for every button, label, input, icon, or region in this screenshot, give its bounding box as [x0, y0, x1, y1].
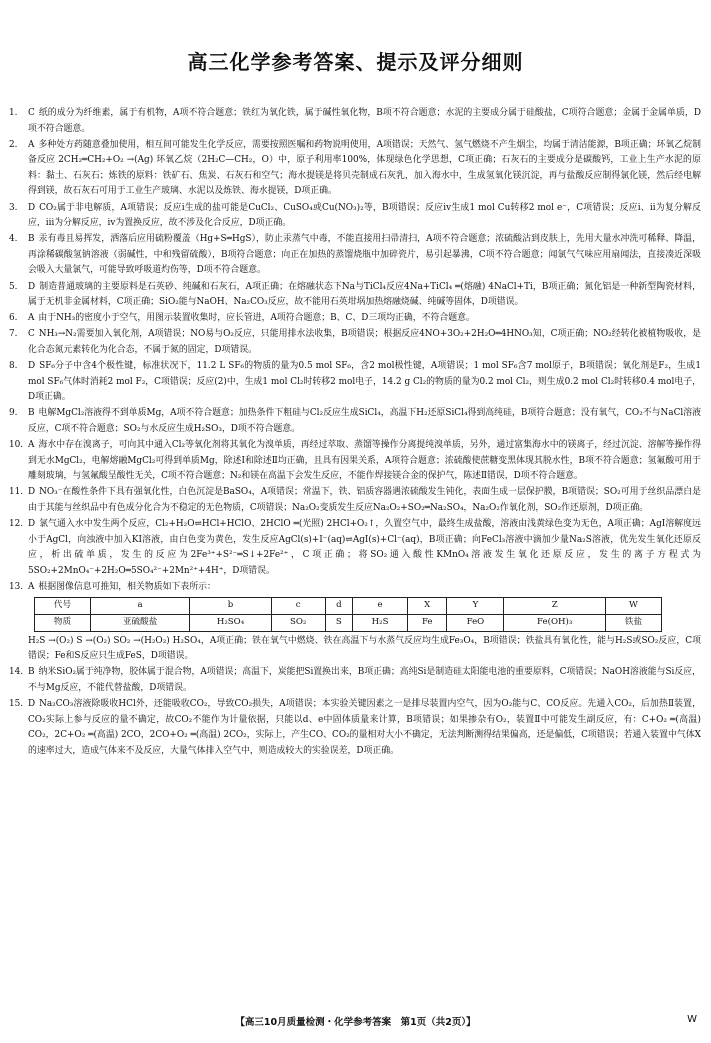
answer-list	[9, 106, 701, 760]
list-item	[9, 280, 701, 311]
table-cell: SO₂	[271, 615, 325, 632]
item-text: 制造普通玻璃的主要原料是石英砂、纯碱和石灰石，A项正确；在熔融状态下Na与TiCl₄反应4Na+TiCl₄ ═(熔融) 4NaCl+Ti，B项正确；氮化铝是一种新型陶瓷材料，属于无机非金属材料，C项正确；SiO₂能与NaOH、Na₂CO₃反应，故不能用石英坩埚加热熔融烧碱、纯碱等固体，D项错误。	[28, 281, 701, 308]
table-cell: b	[190, 598, 271, 615]
item-number: 2.	[9, 139, 18, 150]
item-number: 12.	[9, 518, 24, 529]
table-cell: W	[605, 598, 661, 615]
item-answer: C	[28, 108, 35, 118]
list-item	[9, 406, 701, 437]
table-cell: 铁盐	[605, 615, 661, 632]
item-answer: D	[28, 518, 36, 529]
list-item	[9, 697, 701, 759]
item-answer: B	[28, 408, 35, 419]
list-item	[9, 201, 701, 232]
table-cell: Fe(OH)₃	[504, 615, 606, 632]
list-item	[9, 311, 701, 327]
table-cell: Y	[447, 598, 504, 615]
item-answer: C	[28, 329, 35, 340]
list-item	[9, 580, 701, 665]
page-footer: 【高三10月质量检测・化学参考答案 第1页（共2页）】	[235, 1017, 476, 1028]
item-number: 8.	[9, 361, 18, 371]
item-text: 由于NH₃的密度小于空气，用图示装置收集时，应长管进，A项符合题意；B、C、D三项均正确，不符合题意。	[38, 313, 475, 324]
item-number: 4.	[9, 234, 18, 245]
item-number: 6.	[9, 313, 18, 324]
item-text: 氯气通入水中发生两个反应，Cl₂+H₂O⇌HCl+HClO、2HClO ═(光照) 2HCl+O₂↑，久置空气中，最终生成盐酸，溶液由浅黄绿色变为无色，A项正确；AgI溶解度远小于AgCl，向浊液中加入KI溶液，由白色变为黄色，发生反应AgCl(s)+I⁻(aq)⇌AgI(s)+Cl⁻(aq)，B项正确；向FeCl₃溶液中滴加少量Na₂S溶液，优先发生氧化还原反应，析出硫单质，发生的反应为2Fe³⁺+S²⁻═S↓+2Fe²⁺，C项正确；将SO₂通入酸性KMnO₄溶液发生氧化还原反应，发生的离子方程式为5SO₂+2MnO₄⁻+2H₂O═5SO₄²⁻+2Mn²⁺+4H⁺，D项错误。	[28, 518, 701, 576]
item-number: 5.	[9, 281, 18, 292]
table-cell: Fe	[408, 615, 447, 632]
item-text-after-table: H₂S →(O₂) S →(O₂) SO₂ →(H₂O₂) H₂SO₄，A项正确；铁在氧气中燃烧、铁在高温下与水蒸气反应均生成Fe₃O₄，B项错误；铁盐具有氧化性，能与H₂S或SO₂反应，C项错误；Fe和S反应只生成FeS，D项错误。	[28, 635, 701, 662]
item-answer: B	[28, 234, 35, 245]
table-cell: H₂SO₄	[190, 615, 271, 632]
list-item	[9, 327, 701, 358]
item-text: 汞有毒且易挥发，洒落后应用硫粉覆盖（Hg+S═HgS），防止汞蒸气中毒，不能直接用扫帚清扫，A项不符合题意；浓硫酸沾到皮肤上，先用大量水冲洗可稀释、降温，再涂稀碳酸氢钠溶液（弱碱性，中和残留硫酸），B项符合题意；向正在加热的蒸馏烧瓶中加碎瓷片，易引起暴沸，C项不符合题意；闻氯气气味应用扇闻法，直接凑近深吸会吸入大量氯气，可能导致呼吸道灼伤等，D项不符合题意。	[28, 234, 701, 276]
item-number: 9.	[9, 408, 18, 419]
list-item	[9, 359, 701, 406]
item-text: 多种处方药随意叠加使用，相互间可能发生化学反应，需要按照医嘱和药物说明使用，A项错误；天然气、氢气燃烧不产生烟尘，均属于清洁能源，B项正确；环氧乙烷制备反应 2CH₂═CH₂+O₂ →(Ag) 环氧乙烷（2H₂C—CH₂，O）中，原子利用率100%，体现绿色化学思想，C项正确；石灰石的主要成分是碳酸钙，工业上生产水泥的原料：黏土、石灰石；炼铁的原料：铁矿石、焦炭、石灰石和空气；海水提镁是将贝壳制成石灰乳，加入海水中，生成氢氧化镁沉淀，再与盐酸反应制得氯化镁，然后经电解得到镁，故石灰石可用于工业生产玻璃、水泥以及炼铁、海水提镁，D项正确。	[28, 139, 701, 197]
item-number: 3.	[9, 202, 18, 213]
item-number: 1.	[9, 108, 18, 118]
list-item	[9, 517, 701, 579]
item-number: 15.	[9, 698, 24, 709]
item-text: 根据图像信息可推知，相关物质如下表所示：	[38, 581, 216, 592]
item-text: NO₃⁻在酸性条件下具有强氧化性，白色沉淀是BaSO₄，A项错误；常温下，铁、铝质容器遇浓硫酸发生钝化，表面生成一层保护膜，B项错误；SO₂可用于丝织品漂白是由于其能与丝织品中有色成分化合为不稳定的无色物质，C项错误；Na₂O₂变质发生反应Na₂O₂+SO₂═Na₂SO₄，Na₂O₂作氧化剂，SO₂作还原剂，D项正确。	[28, 487, 701, 513]
table-row	[35, 598, 662, 615]
item-number: 14.	[9, 667, 24, 678]
item-number: 7.	[9, 329, 18, 340]
table-cell: Z	[504, 598, 606, 615]
table-cell: 亚硫酸盐	[90, 615, 189, 632]
item-answer: A	[28, 439, 35, 450]
substance-table	[34, 597, 662, 631]
item-answer: D	[28, 281, 36, 292]
table-cell: S	[325, 615, 352, 632]
list-item	[9, 232, 701, 279]
item-answer: A	[28, 313, 35, 324]
page-title: 高三化学参考答案、提示及评分细则	[187, 50, 524, 74]
item-text: CO₂属于非电解质，A项错误；反应ⅰ生成的盐可能是CuCl₂、CuSO₄或Cu(NO₃)₂等，B项错误；反应ⅳ生成1 mol Cu转移2 mol e⁻，C项错误；反应ⅰ、ⅱ为复分解反应，ⅲ为分解反应，ⅳ为置换反应，故不涉及化合反应，D项正确。	[28, 202, 701, 229]
item-number: 11.	[9, 487, 24, 498]
item-answer: D	[28, 361, 36, 371]
item-text: SF₆分子中含4个极性键，标准状况下，11.2 L SF₆的物质的量为0.5 mol SF₆，含2 mol极性键，A项错误；1 mol SF₆含7 mol原子，B项错误；氧化剂是F₂，生成1 mol SF₆气体时消耗2 mol F₂，C项错误；反应(2)中，生成1 mol Cl₂时转移2 mol电子，14.2 g Cl₂的物质的量为0.2 mol Cl₂，则生成0.2 mol Cl₂时转移0.4 mol电子，D项正确。	[28, 361, 701, 403]
item-text: 电解MgCl₂溶液得不到单质Mg，A项不符合题意；加热条件下粗硅与Cl₂反应生成SiCl₄，高温下H₂还原SiCl₄得到高纯硅，B项符合题意；没有氧气，CO₂不与NaCl溶液反应，C项不符合题意；SO₂与水反应生成H₂SO₃，D项不符合题意。	[28, 408, 701, 434]
table-cell: d	[325, 598, 352, 615]
list-item	[9, 106, 701, 137]
list-item	[9, 485, 701, 516]
list-item	[9, 438, 701, 485]
list-item	[9, 138, 701, 200]
item-answer: B	[28, 667, 35, 678]
table-cell: FeO	[447, 615, 504, 632]
table-cell: H₂S	[353, 615, 408, 632]
item-number: 10.	[9, 439, 24, 450]
item-number: 13.	[9, 581, 24, 592]
table-cell: e	[353, 598, 408, 615]
table-cell: 代号	[35, 598, 91, 615]
table-cell: 物质	[35, 615, 91, 632]
item-answer: D	[28, 698, 36, 709]
item-answer: A	[28, 139, 35, 150]
item-text: 纳米SiO₂属于纯净物，胶体属于混合物，A项错误；高温下，炭能把Si置换出来，B项正确；高纯Si是制造硅太阳能电池的重要原料，C项错误；NaOH溶液能与Si反应，不与Mg反应，不能代替盐酸，D项错误。	[28, 667, 701, 693]
item-text: 海水中存在溴离子，可向其中通入Cl₂等氧化剂将其氧化为溴单质，再经过萃取、蒸馏等操作分离提纯溴单质，另外，通过富集海水中的镁离子，经过沉淀、溶解等操作得到无水MgCl₂，电解熔融MgCl₂可得到单质Mg，除述Ⅰ和除述Ⅱ均正确，且具有因果关系，A项符合题意；浓硫酸使蔗糖变黑体现其脱水性，B项不符合题意；氢氟酸可用于雕刻玻璃，与氢氟酸呈酸性无关，C项不符合题意；N₂和镁在高温下会发生反应，不能作焊接镁合金的保护气，陈述Ⅱ错误，D项不符合题意。	[28, 439, 701, 482]
item-text: Na₂CO₃溶液除吸收HCl外，还能吸收CO₂，导致CO₂损失，A项错误；本实验关键因素之一是排尽装置内空气，因为O₂能与C、CO反应。先通入CO₂，后加热Ⅱ装置，CO₂实际上参与反应的量不确定，故CO₂不能作为计量依据，只能以d、e中固体质量来计算，B项错误；如果掺杂有O₂，装置Ⅱ中可能发生副反应，有：C+O₂ ═(高温) CO₂，2C+O₂ ═(高温) 2CO，2CO+O₂ ═(高温) 2CO₂，实际上，产生CO、CO₂的量相对大小不确定，无法判断测得结果偏高，还是偏低，C项错误；若通入装置中气体X的速率过大，造成气体来不及反应，大量气体排入空气中，则造成较大的实验误差，D项正确。	[28, 698, 701, 756]
list-item	[9, 665, 701, 696]
corner-mark: W	[687, 1014, 697, 1025]
item-answer: D	[28, 487, 36, 498]
item-answer: D	[28, 202, 36, 213]
table-cell: c	[271, 598, 325, 615]
item-text: NH₃→N₂需要加入氧化剂，A项错误；NO易与O₂反应，只能用排水法收集，B项错误；根据反应4NO+3O₂+2H₂O═4HNO₃知，C项正确；NO₂经转化被植物吸收，是化合态氮元素转化为化合态，不属于氮的固定，D项错误。	[28, 329, 701, 355]
table-cell: X	[408, 598, 447, 615]
item-answer: A	[28, 581, 35, 592]
item-text: 纸的成分为纤维素，属于有机物，A项不符合题意；铁红为氧化铁，属于碱性氧化物，B项不符合题意；水泥的主要成分属于硅酸盐，C项符合题意；金属于金属单质，D项不符合题意。	[28, 108, 701, 134]
table-cell: a	[90, 598, 189, 615]
table-row	[35, 615, 662, 632]
